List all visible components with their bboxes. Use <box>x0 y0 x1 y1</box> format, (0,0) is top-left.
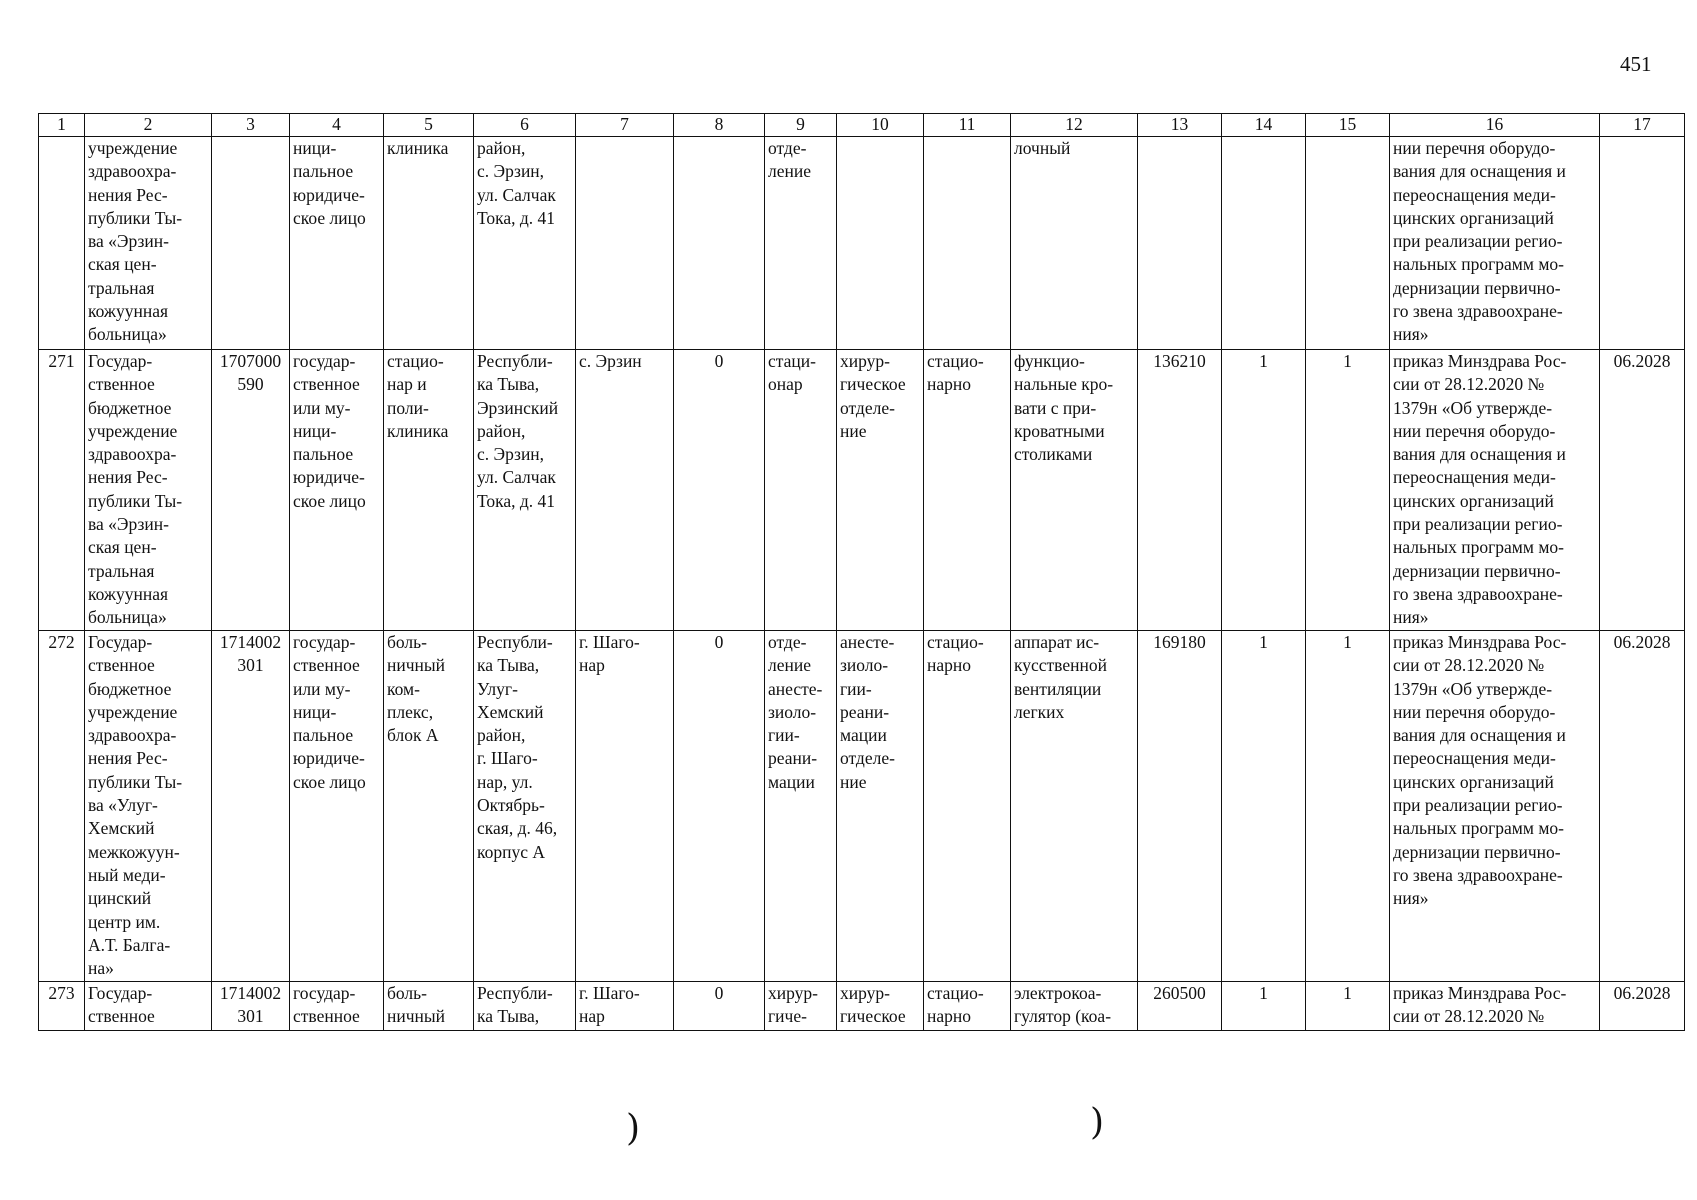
column-header: 9 <box>765 114 837 137</box>
cell-line: Хемский <box>477 701 544 722</box>
cell-line: боль- <box>387 632 427 652</box>
table-row <box>39 631 1685 982</box>
cell-line: бюджетное <box>88 678 172 699</box>
table-cell-col-6 <box>474 350 576 631</box>
cell-line: г. Шаго- <box>579 632 640 652</box>
cell-line: хирур- <box>768 983 818 1003</box>
cell-line: г. Шаго- <box>477 748 538 769</box>
cell-line: ка Тыва, <box>477 374 540 395</box>
cell-line: Государ- <box>88 632 153 652</box>
cell-line: стаци- <box>768 351 816 371</box>
cell-line: анесте- <box>768 678 823 699</box>
cell-line: го звена здравоохране- <box>1393 301 1563 322</box>
cell-line: боль- <box>387 983 427 1003</box>
cell-line: плекс, <box>387 701 434 722</box>
table-cell-col-14: 1 <box>1222 631 1306 982</box>
cell-line: гулятор (коа- <box>1014 1006 1112 1027</box>
cell-line: ничный <box>387 1006 446 1027</box>
cell-line: 1714002 <box>219 632 282 652</box>
table-cell-col-7 <box>576 982 674 1031</box>
cell-line: государ- <box>293 632 356 652</box>
table-cell-col-7 <box>576 137 674 350</box>
cell-line: Республи- <box>477 983 553 1003</box>
cell-line: го звена здравоохране- <box>1393 864 1563 885</box>
cell-line: ници- <box>293 420 337 441</box>
table-cell-col-14: 1 <box>1222 350 1306 631</box>
cell-line: ва «Улуг- <box>88 795 158 816</box>
cell-line: стацио- <box>387 351 444 371</box>
table-row <box>39 137 1685 350</box>
table-cell-col-11 <box>924 982 1011 1031</box>
table-cell-col-16 <box>1390 982 1600 1031</box>
cell-line: ния» <box>1393 324 1429 345</box>
table-cell-col-12 <box>1011 631 1138 982</box>
cell-line: ская, д. 46, <box>477 818 558 839</box>
column-header: 4 <box>290 114 384 137</box>
table-cell-col-12 <box>1011 982 1138 1031</box>
cell-line: ва «Эрзин- <box>88 514 169 535</box>
cell-line: цинский <box>88 888 152 909</box>
table-cell-col-3 <box>212 350 290 631</box>
cell-line: учреждение <box>88 138 178 158</box>
column-header: 8 <box>674 114 765 137</box>
cell-line: нения Рес- <box>88 748 168 769</box>
table-cell-col-11 <box>924 631 1011 982</box>
cell-line: электрокоа- <box>1014 983 1102 1003</box>
cell-line: учреждение <box>88 420 178 441</box>
cell-line: пальное <box>293 444 354 465</box>
cell-line: государ- <box>293 351 356 371</box>
table-cell-col-9 <box>765 350 837 631</box>
cell-line: хирур- <box>840 983 890 1003</box>
cell-line: хирур- <box>840 351 890 371</box>
cell-line: Эрзинский <box>477 397 559 418</box>
cell-line: здравоохра- <box>88 161 177 182</box>
table-cell-col-13: 136210 <box>1138 350 1222 631</box>
column-header: 10 <box>837 114 924 137</box>
cell-line: вания для оснащения и <box>1393 444 1566 465</box>
cell-line: ници- <box>293 138 337 158</box>
table-cell-col-4 <box>290 137 384 350</box>
header-row <box>39 114 1685 137</box>
table-cell-col-8: 0 <box>674 982 765 1031</box>
cell-line: вати с при- <box>1014 397 1097 418</box>
table-cell-col-16 <box>1390 137 1600 350</box>
table-cell-col-13: 169180 <box>1138 631 1222 982</box>
cell-line: вания для оснащения и <box>1393 161 1566 182</box>
cell-line: ния» <box>1393 888 1429 909</box>
column-header: 5 <box>384 114 474 137</box>
cell-line: приказ Минздрава Рос- <box>1393 632 1567 652</box>
cell-line: 301 <box>237 655 264 676</box>
cell-line: корпус А <box>477 841 546 862</box>
cell-line: сии от 28.12.2020 № <box>1393 1006 1545 1027</box>
cell-line: гии- <box>840 678 872 699</box>
equipment-table <box>38 113 1685 1031</box>
table-cell-col-15: 1 <box>1306 350 1390 631</box>
table-cell-col-5 <box>384 350 474 631</box>
cell-line: сии от 28.12.2020 № <box>1393 374 1545 395</box>
cell-line: стацио- <box>927 351 984 371</box>
cell-line: с. Эрзин, <box>477 161 545 182</box>
cell-line: Тока, д. 41 <box>477 490 556 511</box>
cell-line: цинских организаций <box>1393 490 1554 511</box>
column-header: 17 <box>1600 114 1685 137</box>
table-cell-col-12 <box>1011 137 1138 350</box>
cell-line: Тока, д. 41 <box>477 207 556 228</box>
table-cell-col-16 <box>1390 631 1600 982</box>
cell-line: ние <box>840 420 867 441</box>
cell-line: анесте- <box>840 632 895 652</box>
table-cell-col-9 <box>765 631 837 982</box>
cell-line: нения Рес- <box>88 184 168 205</box>
cell-line: дернизации первично- <box>1393 560 1561 581</box>
cell-line: ка Тыва, <box>477 655 540 676</box>
cell-line: отде- <box>768 632 807 652</box>
cell-line: реани- <box>840 701 890 722</box>
table-cell-col-8: 0 <box>674 631 765 982</box>
cell-line: государ- <box>293 983 356 1003</box>
table-cell-col-10 <box>837 982 924 1031</box>
table-cell-col-5 <box>384 982 474 1031</box>
cell-line: поли- <box>387 397 429 418</box>
cell-line: г. Шаго- <box>579 983 640 1003</box>
cell-line: отделе- <box>840 748 895 769</box>
table-cell-col-2 <box>85 350 212 631</box>
column-header: 11 <box>924 114 1011 137</box>
cell-line: клиника <box>387 420 449 441</box>
cell-line: на» <box>88 958 114 979</box>
cell-line: ственное <box>88 655 155 676</box>
table-cell-col-8 <box>674 137 765 350</box>
cell-line: 1707000 <box>219 351 282 371</box>
table-cell-col-15: 1 <box>1306 982 1390 1031</box>
cell-line: нарно <box>927 655 971 676</box>
cell-line: сии от 28.12.2020 № <box>1393 655 1545 676</box>
cell-line: го звена здравоохране- <box>1393 583 1563 604</box>
table-cell-col-3 <box>212 982 290 1031</box>
cell-line: ул. Салчак <box>477 184 556 205</box>
cell-line: гиче- <box>768 1006 807 1027</box>
table-cell-col-6 <box>474 631 576 982</box>
cell-line: 301 <box>237 1006 264 1027</box>
cell-line: блок А <box>387 725 439 746</box>
column-header: 1 <box>39 114 85 137</box>
cell-line: гическое <box>840 1006 906 1027</box>
table-cell-col-16 <box>1390 350 1600 631</box>
cell-line: стацио- <box>927 632 984 652</box>
cell-line: переоснащения меди- <box>1393 467 1556 488</box>
table-cell-col-3 <box>212 137 290 350</box>
cell-line: ния» <box>1393 607 1429 628</box>
cell-line: вентиляции <box>1014 678 1102 699</box>
column-header: 6 <box>474 114 576 137</box>
cell-line: Октябрь- <box>477 795 545 816</box>
cell-line: переоснащения меди- <box>1393 748 1556 769</box>
table-cell-col-9 <box>765 982 837 1031</box>
cell-line: Улуг- <box>477 678 518 699</box>
cell-line: ком- <box>387 678 420 699</box>
cell-line: бюджетное <box>88 397 172 418</box>
cell-line: ственное <box>88 1006 155 1027</box>
cell-line: нар, ул. <box>477 771 533 792</box>
table-cell-col-4 <box>290 631 384 982</box>
cell-line: кроватными <box>1014 420 1105 441</box>
table-cell-col-1: 271 <box>39 350 85 631</box>
table-cell-col-11 <box>924 350 1011 631</box>
table-cell-col-17: 06.2028 <box>1600 350 1685 631</box>
table-cell-col-2 <box>85 631 212 982</box>
cell-line: тральная <box>88 560 155 581</box>
cell-line: центр им. <box>88 911 161 932</box>
table-cell-col-7 <box>576 350 674 631</box>
cell-line: юридиче- <box>293 184 365 205</box>
page-number: 451 <box>1620 52 1652 76</box>
table-cell-col-2 <box>85 982 212 1031</box>
cell-line: Хемский <box>88 818 155 839</box>
cell-line: 590 <box>237 374 264 395</box>
cell-line: цинских организаций <box>1393 207 1554 228</box>
table-cell-col-5 <box>384 137 474 350</box>
cell-line: тральная <box>88 277 155 298</box>
cell-line: столиками <box>1014 444 1093 465</box>
cell-line: нии перечня оборудо- <box>1393 138 1556 158</box>
cell-line: юридиче- <box>293 748 365 769</box>
column-header: 13 <box>1138 114 1222 137</box>
pen-mark-left: ) <box>626 1108 641 1149</box>
table-cell-col-12 <box>1011 350 1138 631</box>
table-cell-col-7 <box>576 631 674 982</box>
table-cell-col-8: 0 <box>674 350 765 631</box>
column-header: 15 <box>1306 114 1390 137</box>
table-cell-col-6 <box>474 982 576 1031</box>
cell-line: или му- <box>293 678 351 699</box>
cell-line: ская цен- <box>88 254 157 275</box>
cell-line: ление <box>768 655 811 676</box>
column-header: 12 <box>1011 114 1138 137</box>
cell-line: ный меди- <box>88 864 166 885</box>
table-row <box>39 982 1685 1031</box>
cell-line: межкожуун- <box>88 841 180 862</box>
table-cell-col-4 <box>290 982 384 1031</box>
cell-line: мации <box>840 725 887 746</box>
cell-line: функцио- <box>1014 351 1085 371</box>
table-cell-col-13: 260500 <box>1138 982 1222 1031</box>
cell-line: Республи- <box>477 351 553 371</box>
cell-line: реани- <box>768 748 818 769</box>
cell-line: публики Ты- <box>88 490 183 511</box>
table-cell-col-14: 1 <box>1222 982 1306 1031</box>
cell-line: публики Ты- <box>88 207 183 228</box>
cell-line: ственное <box>88 374 155 395</box>
table-cell-col-10 <box>837 350 924 631</box>
cell-line: здравоохра- <box>88 444 177 465</box>
cell-line: ское лицо <box>293 771 366 792</box>
cell-line: дернизации первично- <box>1393 841 1561 862</box>
cell-line: кожуунная <box>88 301 169 322</box>
cell-line: клиника <box>387 138 449 158</box>
table-cell-col-15: 1 <box>1306 631 1390 982</box>
cell-line: при реализации регио- <box>1393 231 1563 252</box>
cell-line: нения Рес- <box>88 467 168 488</box>
cell-line: ници- <box>293 701 337 722</box>
cell-line: 1379н «Об утвержде- <box>1393 397 1553 418</box>
cell-line: А.Т. Балга- <box>88 934 171 955</box>
cell-line: ул. Салчак <box>477 467 556 488</box>
cell-line: нальных программ мо- <box>1393 537 1564 558</box>
cell-line: здравоохра- <box>88 725 177 746</box>
cell-line: 1714002 <box>219 983 282 1003</box>
cell-line: гии- <box>768 725 800 746</box>
cell-line: стацио- <box>927 983 984 1003</box>
table-cell-col-1: 273 <box>39 982 85 1031</box>
cell-line: больница» <box>88 324 167 345</box>
table-cell-col-1 <box>39 137 85 350</box>
cell-line: район, <box>477 420 526 441</box>
table-cell-col-17 <box>1600 137 1685 350</box>
cell-line: нар <box>579 655 605 676</box>
cell-line: нар и <box>387 374 427 395</box>
table-cell-col-17: 06.2028 <box>1600 631 1685 982</box>
cell-line: цинских организаций <box>1393 771 1554 792</box>
cell-line: ка Тыва, <box>477 1006 540 1027</box>
cell-line: кусственной <box>1014 655 1107 676</box>
cell-line: вания для оснащения и <box>1393 725 1566 746</box>
cell-line: ское лицо <box>293 490 366 511</box>
cell-line: с. Эрзин <box>579 351 642 371</box>
cell-line: нар <box>579 1006 605 1027</box>
table-cell-col-11 <box>924 137 1011 350</box>
cell-line: приказ Минздрава Рос- <box>1393 983 1567 1003</box>
cell-line: при реализации регио- <box>1393 795 1563 816</box>
cell-line: при реализации регио- <box>1393 514 1563 535</box>
table-cell-col-2 <box>85 137 212 350</box>
cell-line: больница» <box>88 607 167 628</box>
table-cell-col-15 <box>1306 137 1390 350</box>
cell-line: Республи- <box>477 632 553 652</box>
cell-line: отделе- <box>840 397 895 418</box>
table-row <box>39 350 1685 631</box>
pen-mark-right: ) <box>1090 1102 1105 1143</box>
cell-line: пальное <box>293 161 354 182</box>
table-cell-col-9 <box>765 137 837 350</box>
cell-line: публики Ты- <box>88 771 183 792</box>
cell-line: переоснащения меди- <box>1393 184 1556 205</box>
cell-line: нии перечня оборудо- <box>1393 420 1556 441</box>
cell-line: с. Эрзин, <box>477 444 545 465</box>
table-cell-col-10 <box>837 631 924 982</box>
column-header: 16 <box>1390 114 1600 137</box>
cell-line: ственное <box>293 1006 360 1027</box>
cell-line: приказ Минздрава Рос- <box>1393 351 1567 371</box>
table-cell-col-6 <box>474 137 576 350</box>
cell-line: юридиче- <box>293 467 365 488</box>
cell-line: нарно <box>927 1006 971 1027</box>
cell-line: легких <box>1014 701 1065 722</box>
cell-line: нии перечня оборудо- <box>1393 701 1556 722</box>
cell-line: зиоло- <box>768 701 817 722</box>
column-header: 14 <box>1222 114 1306 137</box>
cell-line: район, <box>477 138 526 158</box>
cell-line: ничный <box>387 655 446 676</box>
cell-line: нарно <box>927 374 971 395</box>
table-cell-col-10 <box>837 137 924 350</box>
cell-line: зиоло- <box>840 655 889 676</box>
cell-line: район, <box>477 725 526 746</box>
cell-line: лочный <box>1014 138 1071 158</box>
cell-line: Государ- <box>88 351 153 371</box>
cell-line: нальных программ мо- <box>1393 254 1564 275</box>
table-cell-col-5 <box>384 631 474 982</box>
cell-line: ственное <box>293 655 360 676</box>
table-cell-col-3 <box>212 631 290 982</box>
cell-line: ление <box>768 161 811 182</box>
cell-line: учреждение <box>88 701 178 722</box>
cell-line: ская цен- <box>88 537 157 558</box>
cell-line: нальных программ мо- <box>1393 818 1564 839</box>
table-cell-col-13 <box>1138 137 1222 350</box>
cell-line: пальное <box>293 725 354 746</box>
cell-line: Государ- <box>88 983 153 1003</box>
cell-line: ва «Эрзин- <box>88 231 169 252</box>
cell-line: онар <box>768 374 803 395</box>
cell-line: ние <box>840 771 867 792</box>
cell-line: дернизации первично- <box>1393 277 1561 298</box>
cell-line: мации <box>768 771 815 792</box>
cell-line: аппарат ис- <box>1014 632 1100 652</box>
table-cell-col-4 <box>290 350 384 631</box>
table-cell-col-17: 06.2028 <box>1600 982 1685 1031</box>
cell-line: или му- <box>293 397 351 418</box>
cell-line: 1379н «Об утвержде- <box>1393 678 1553 699</box>
cell-line: кожуунная <box>88 583 169 604</box>
table-cell-col-1: 272 <box>39 631 85 982</box>
column-header: 7 <box>576 114 674 137</box>
cell-line: нальные кро- <box>1014 374 1114 395</box>
cell-line: ственное <box>293 374 360 395</box>
cell-line: отде- <box>768 138 807 158</box>
cell-line: ское лицо <box>293 207 366 228</box>
cell-line: гическое <box>840 374 906 395</box>
table-cell-col-14 <box>1222 137 1306 350</box>
column-header: 2 <box>85 114 212 137</box>
column-header: 3 <box>212 114 290 137</box>
